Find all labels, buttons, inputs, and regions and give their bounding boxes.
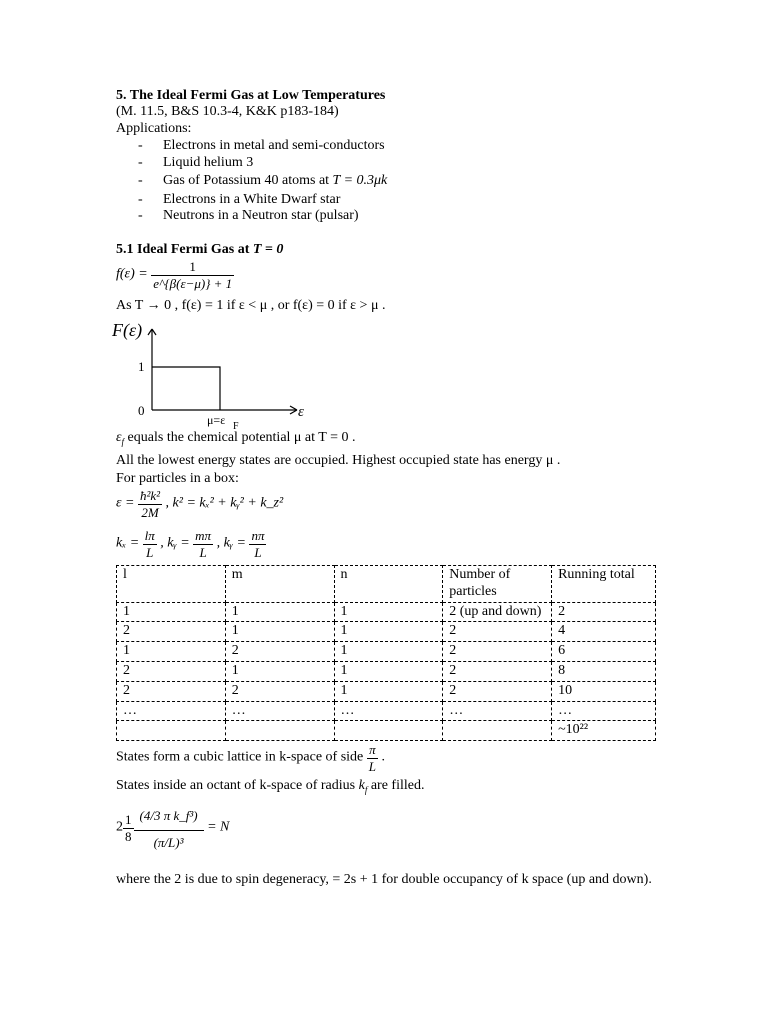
references: (M. 11.5, B&S 10.3-4, K&K p183-184) xyxy=(116,104,339,119)
list-item xyxy=(138,155,254,172)
table-cell: 10 xyxy=(552,681,656,701)
table-cell: … xyxy=(443,701,552,721)
lowest-states-statement: All the lowest energy states are occupied. Highest occupied state has energy μ . xyxy=(116,453,561,468)
table-row xyxy=(117,721,656,741)
table-cell: 2 xyxy=(443,681,552,701)
table-header-cell: l xyxy=(117,566,226,603)
list-item-text: Neutrons in a Neutron star (pulsar) xyxy=(163,208,359,223)
bullet-marker: - xyxy=(138,155,143,170)
table-cell: 1 xyxy=(334,661,443,681)
sketch-origin-label: 0 xyxy=(138,403,145,418)
table-cell: ~10²² xyxy=(552,721,656,741)
bullet-marker: - xyxy=(138,192,143,207)
table-cell: 8 xyxy=(552,661,656,681)
table-cell: 6 xyxy=(552,642,656,662)
table-cell xyxy=(117,721,226,741)
table-cell: 4 xyxy=(552,622,656,642)
section-title: 5. The Ideal Fermi Gas at Low Temperatures xyxy=(116,88,386,103)
table-cell: 1 xyxy=(117,642,226,662)
sketch-one-label: 1 xyxy=(138,359,145,374)
sketch-y-arrow xyxy=(148,329,152,335)
table-header-cell: Number of particles xyxy=(443,566,552,603)
table-cell: 2 xyxy=(443,622,552,642)
table-header-cell: m xyxy=(225,566,334,603)
fermi-dirac-equation: f(ε) = $\frac{1}{e\^{}\{\beta(\varepsilon-\mu)\} + 1}$ xyxy=(116,259,233,291)
table-cell: 2 xyxy=(117,622,226,642)
table-cell xyxy=(334,721,443,741)
table-row xyxy=(117,622,656,642)
octant-count-equation: 2 $\frac{1}{8}$ $\frac{\text{(4/3 π k\_f³)}}{\text{(π/L)³}}$ = N xyxy=(116,802,229,854)
fermi-energy-statement: $\varepsilon_f$ equals the chemical potential μ at T = 0 . xyxy=(116,430,356,447)
table-cell: 2 xyxy=(117,681,226,701)
step-function-line xyxy=(152,367,220,410)
list-item xyxy=(138,208,359,225)
table-cell xyxy=(443,721,552,741)
table-cell: 2 (up and down) xyxy=(443,602,552,622)
table-header-cell: Running total xyxy=(552,566,656,603)
table-cell: … xyxy=(552,701,656,721)
octant-statement: States inside an octant of k-space of radius $k_f$ are filled. xyxy=(116,778,425,795)
wavevector-equation: kₓ = $\frac{l\pi}{L}$ , kᵧ = $\frac{m\pi}{L}$ , kᵧ = $\frac{n\pi}{L}$ xyxy=(116,528,265,560)
list-item xyxy=(138,192,341,209)
table-cell: 1 xyxy=(225,602,334,622)
table-cell: 1 xyxy=(117,602,226,622)
table-cell: 1 xyxy=(334,642,443,662)
table-cell: 1 xyxy=(334,681,443,701)
table-header-cell: n xyxy=(334,566,443,603)
table-cell: 2 xyxy=(443,661,552,681)
table-cell: … xyxy=(117,701,226,721)
bullet-marker: - xyxy=(138,173,143,188)
list-item xyxy=(138,173,388,190)
list-item-text: Liquid helium 3 xyxy=(163,155,254,170)
table-cell: 1 xyxy=(225,661,334,681)
bullet-marker: - xyxy=(138,138,143,153)
table-header-row xyxy=(117,566,656,603)
lattice-statement: States form a cubic lattice in k-space of side $\frac{\pi}{L}$ . xyxy=(116,742,385,774)
list-item-text: Electrons in metal and semi-conductors xyxy=(163,138,385,153)
sketch-y-label: F(ε) xyxy=(112,320,143,340)
states-table xyxy=(116,565,656,741)
table-row xyxy=(117,701,656,721)
applications-label: Applications: xyxy=(116,121,192,136)
table-cell xyxy=(225,721,334,741)
table-row xyxy=(117,602,656,622)
table-row xyxy=(117,681,656,701)
table-cell: … xyxy=(334,701,443,721)
subsection-title: 5.1 Ideal Fermi Gas at T = 0 xyxy=(116,242,284,257)
list-item-text: Electrons in a White Dwarf star xyxy=(163,192,341,207)
table-cell: 1 xyxy=(334,602,443,622)
sketch-mu-label: μ=ε xyxy=(207,413,226,427)
table-cell: 1 xyxy=(334,622,443,642)
list-item-text: Gas of Potassium 40 atoms at xyxy=(163,173,330,188)
table-cell: 2 xyxy=(225,681,334,701)
box-intro: For particles in a box: xyxy=(116,471,239,486)
table-row xyxy=(117,642,656,662)
table-cell: … xyxy=(225,701,334,721)
table-cell: 2 xyxy=(225,642,334,662)
occupation-step-sketch xyxy=(110,318,310,436)
degeneracy-statement: where the 2 is due to spin degeneracy, = 2s + 1 for double occupancy of k space (up and down). xyxy=(116,872,652,887)
energy-equation: ε = $\frac{\text{ħ²k²}}{2M}$ , k² = kₓ² + kᵧ² + k_z² xyxy=(116,488,284,520)
sketch-x-label: ε xyxy=(298,404,304,420)
table-cell: 2 xyxy=(443,642,552,662)
limit-statement: As T → 0 , f(ε) = 1 if ε < μ , or f(ε) = 0 if ε > μ . xyxy=(116,298,386,313)
potassium-temp: T = 0.3μk xyxy=(332,173,388,188)
list-item xyxy=(138,138,385,155)
bullet-marker: - xyxy=(138,208,143,223)
table-cell: 2 xyxy=(117,661,226,681)
sketch-x-arrow xyxy=(290,406,297,410)
table-row xyxy=(117,661,656,681)
table-cell: 1 xyxy=(225,622,334,642)
table-cell: 2 xyxy=(552,602,656,622)
sketch-mu-sub: F xyxy=(233,421,239,432)
